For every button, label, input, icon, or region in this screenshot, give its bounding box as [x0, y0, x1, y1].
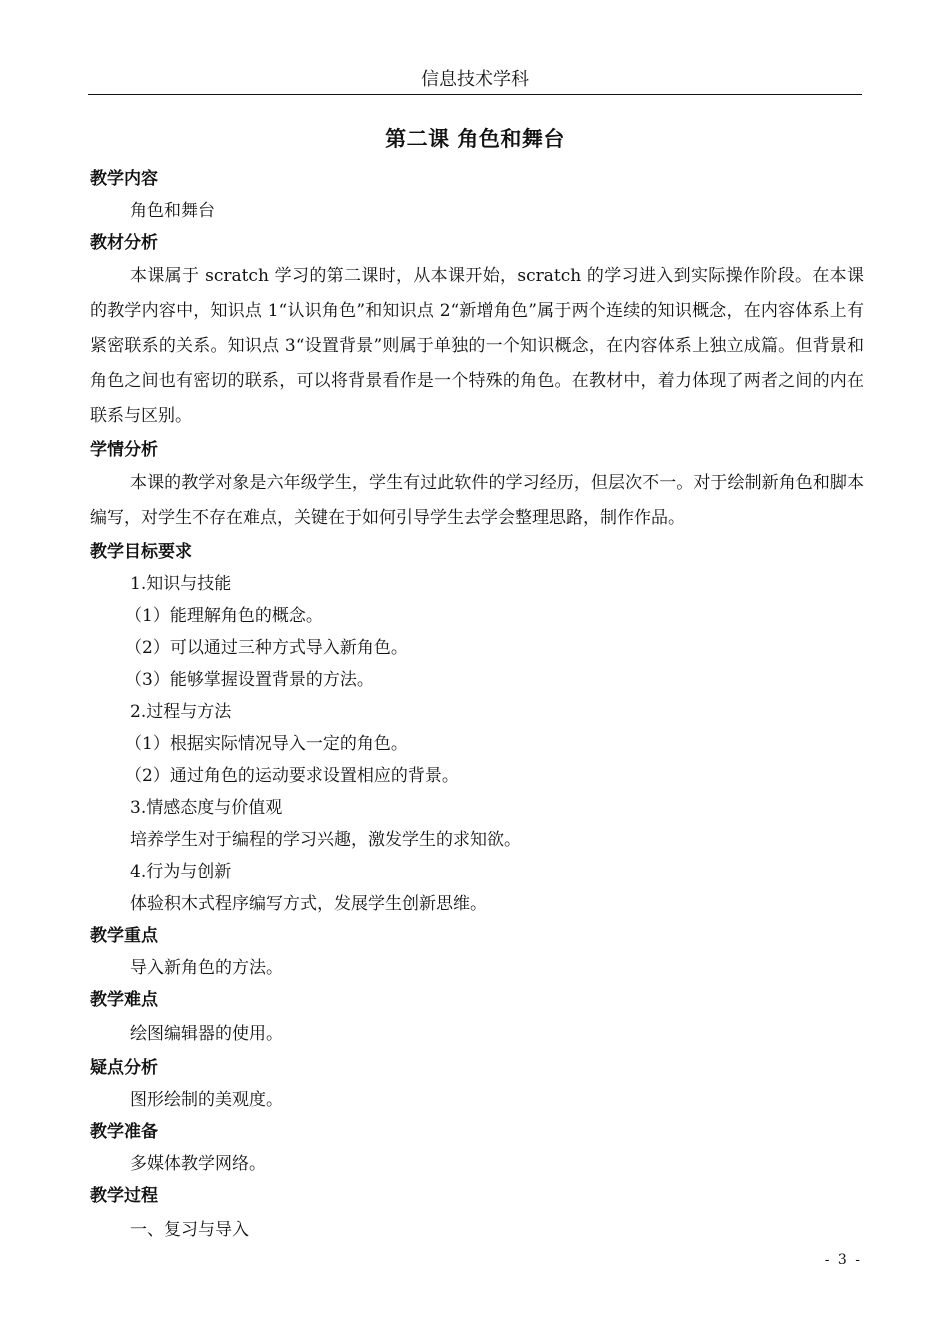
key-points-text: 导入新角色的方法。 [130, 958, 283, 978]
lesson-title: 第二课 角色和舞台 [385, 127, 565, 151]
section-heading-students: 学情分析 [90, 440, 158, 460]
header-rule [88, 94, 862, 95]
goal-item: 3.情感态度与价值观 [130, 798, 283, 818]
content-text: 角色和舞台 [130, 201, 215, 221]
goal-item: （1）能理解角色的概念。 [125, 606, 323, 626]
goal-item: 4.行为与创新 [130, 862, 232, 882]
goal-item: 体验积木式程序编写方式，发展学生创新思维。 [130, 894, 487, 914]
section-heading-content: 教学内容 [90, 169, 158, 189]
section-heading-goals: 教学目标要求 [90, 542, 192, 562]
goal-item: （2）可以通过三种方式导入新角色。 [125, 638, 408, 658]
section-heading-doubt: 疑点分析 [90, 1058, 158, 1078]
material-analysis-paragraph: 本课属于 scratch 学习的第二课时，从本课开始，scratch 的学习进入到实际操作阶段。在本课的教学内容中，知识点 1“认识角色”和知识点 2“新增角色”属于两个连续的知识概念，在内容体系上有紧密联系的关系。知识点 3“设置背景”则属于单独的一个知识概念，在内容体系上独立成篇。但背景和角色之间也有密切的联系，可以将背景看作是一个特殊的角色。在教材中，着力体现了两者之间的内在联系与区别。 [90, 266, 864, 426]
header-title: 信息技术学科 [421, 69, 529, 90]
section-heading-key-points: 教学重点 [90, 926, 158, 946]
document-body [90, 163, 864, 1248]
student-analysis-paragraph: 本课的教学对象是六年级学生，学生有过此软件的学习经历，但层次不一。对于绘制新角色和脚本编写，对学生不存在难点，关键在于如何引导学生去学会整理思路，制作作品。 [90, 473, 864, 528]
goal-item: 2.过程与方法 [130, 702, 232, 722]
goal-item: 培养学生对于编程的学习兴趣，激发学生的求知欲。 [130, 830, 521, 850]
goal-item: 1.知识与技能 [130, 574, 232, 594]
preparation-text: 多媒体教学网络。 [130, 1154, 266, 1174]
doubt-text: 图形绘制的美观度。 [130, 1090, 283, 1110]
section-heading-process: 教学过程 [90, 1186, 158, 1206]
section-heading-material: 教材分析 [90, 233, 158, 253]
goal-item: （2）通过角色的运动要求设置相应的背景。 [125, 766, 459, 786]
goal-item: （3）能够掌握设置背景的方法。 [125, 670, 374, 690]
difficulty-text: 绘图编辑器的使用。 [130, 1024, 283, 1044]
goal-item: （1）根据实际情况导入一定的角色。 [125, 734, 408, 754]
section-heading-difficulty: 教学难点 [90, 990, 158, 1010]
process-text: 一、复习与导入 [130, 1220, 249, 1240]
section-heading-preparation: 教学准备 [90, 1122, 158, 1142]
page-number: - 3 - [824, 1252, 862, 1268]
